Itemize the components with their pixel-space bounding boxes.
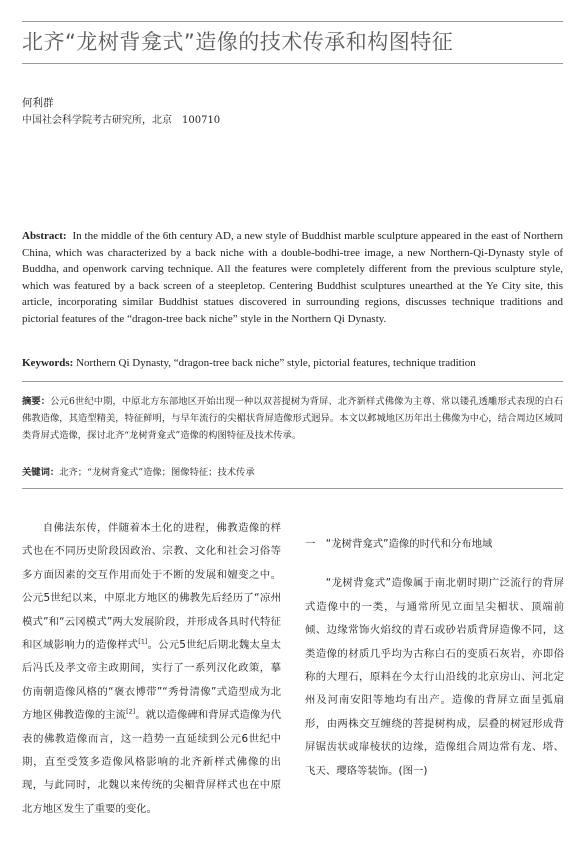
title-rule (22, 63, 563, 64)
abstract-chinese (22, 393, 563, 444)
body-paragraph-1 (22, 517, 281, 821)
body-text: 。就以造像碑和背屏式造像为代表的佛教造像而言，这一趋势一直延续到公元6世纪中期，直至受笈多造像风格影响的北齐新样式佛像的出现，与此同时，北魏以来传统的尖楣背屏样式也在中原北方地区发生了重要的变化。 (22, 709, 281, 815)
article-title: 北齐“龙树背龛式”造像的技术传承和构图特征 (22, 30, 454, 54)
abstract-en-text: In the middle of the 6th century AD, a new style of Buddhist marble sculpture appeared in the east of Northern China, which was characterized by a back niche with a double-bodhi-tree image, a new Northern-Qi-Dynasty style of Buddha, and openwork carving technique. All the features were completely different from the previous sculpture style, which was featured by a back screen of a steepletop. Centering Buddhist sculptures unearthed at the Ye City site, this article, incorporating similar Buddhist statues discovered in surrounding regions, discusses technique traditions and pictorial features of the “dragon-tree back niche” style in the Northern Qi Dynasty. (22, 230, 563, 325)
body-paragraph-2: “龙树背龛式”造像属于南北朝时期广泛流行的背屏式造像中的一类，与通常所见立面呈尖楣状、顶端前倾、边缘常饰火焰纹的青石或砂岩质背屏造像不同，这类造像的材质几乎均为古称白石的变质石灰岩，亦即俗称的大理石，原料在今太行山沿线的北京房山、河北定州及河南安阳等地均有出产。造像的背屏立面呈弧扇形，由两株交互缠绕的菩提树构成，层叠的树冠形成背屏锯齿状或扉棱状的边缘，造像组合周边常有龙、塔、飞天、璎珞等装饰。(图一) (305, 577, 564, 777)
abstract-english (22, 228, 563, 328)
top-rule (22, 21, 563, 22)
footnote-ref-2: [2] (126, 707, 136, 716)
keywords-en-text: Northern Qi Dynasty, “dragon-tree back niche” style, pictorial features, technique tradition (76, 357, 476, 369)
footnote-ref-1: [1] (138, 637, 148, 646)
abstract-cn-label: 摘要： (22, 396, 51, 407)
abstract-cn-text: 公元6世纪中期，中原北方东部地区开始出现一种以双菩提树为背屏、北齐新样式佛像为主尊、常以镂孔透雕形式表现的白石佛教造像，其造型精美，特征鲜明，与早年流行的尖楣状背屏造像形式迥异。本文以邺城地区历年出土佛像为中心，结合周边区域同类背屏式造像，探讨北齐“龙树背龛式”造像的构图特征及技术传承。 (22, 396, 563, 441)
keywords-chinese (22, 466, 563, 480)
author-name: 何利群 (22, 97, 54, 109)
keywords-cn-text: 北齐；“龙树背龛式”造像；图像特征；技术传承 (59, 467, 255, 478)
abstract-rule (22, 381, 563, 382)
keywords-rule (22, 488, 563, 489)
body-text: 自佛法东传，伴随着本土化的进程，佛教造像的样式也在不同历史阶段因政治、宗教、文化和社会习俗等多方面因素的交互作用而处于不断的发展和嬗变之中。公元5世纪以来，中原北方地区的佛教先后经历了“凉州模式”和“云冈模式”两大发展阶段，并形成各具时代特征和区域影响力的造像样式 (22, 522, 281, 652)
keywords-en-label: Keywords: (22, 357, 74, 369)
author-affiliation: 中国社会科学院考古研究所，北京 100710 (22, 115, 221, 126)
section-heading-1: 一 “龙树背龛式”造像的时代和分布地域 (305, 538, 493, 550)
body-text: 。公元5世纪后期北魏太皇太后冯氏及孝文帝主政期间，实行了一系列汉化政策，摹仿南朝造像风格的“褒衣博带”“秀骨清像”式造型成为北方地区佛教造像的主流 (22, 639, 281, 722)
body-column-right (305, 517, 564, 837)
body-column-left (22, 517, 281, 837)
keywords-cn-label: 关键词： (22, 467, 60, 478)
keywords-english (22, 356, 563, 370)
abstract-en-label: Abstract: (22, 230, 67, 242)
